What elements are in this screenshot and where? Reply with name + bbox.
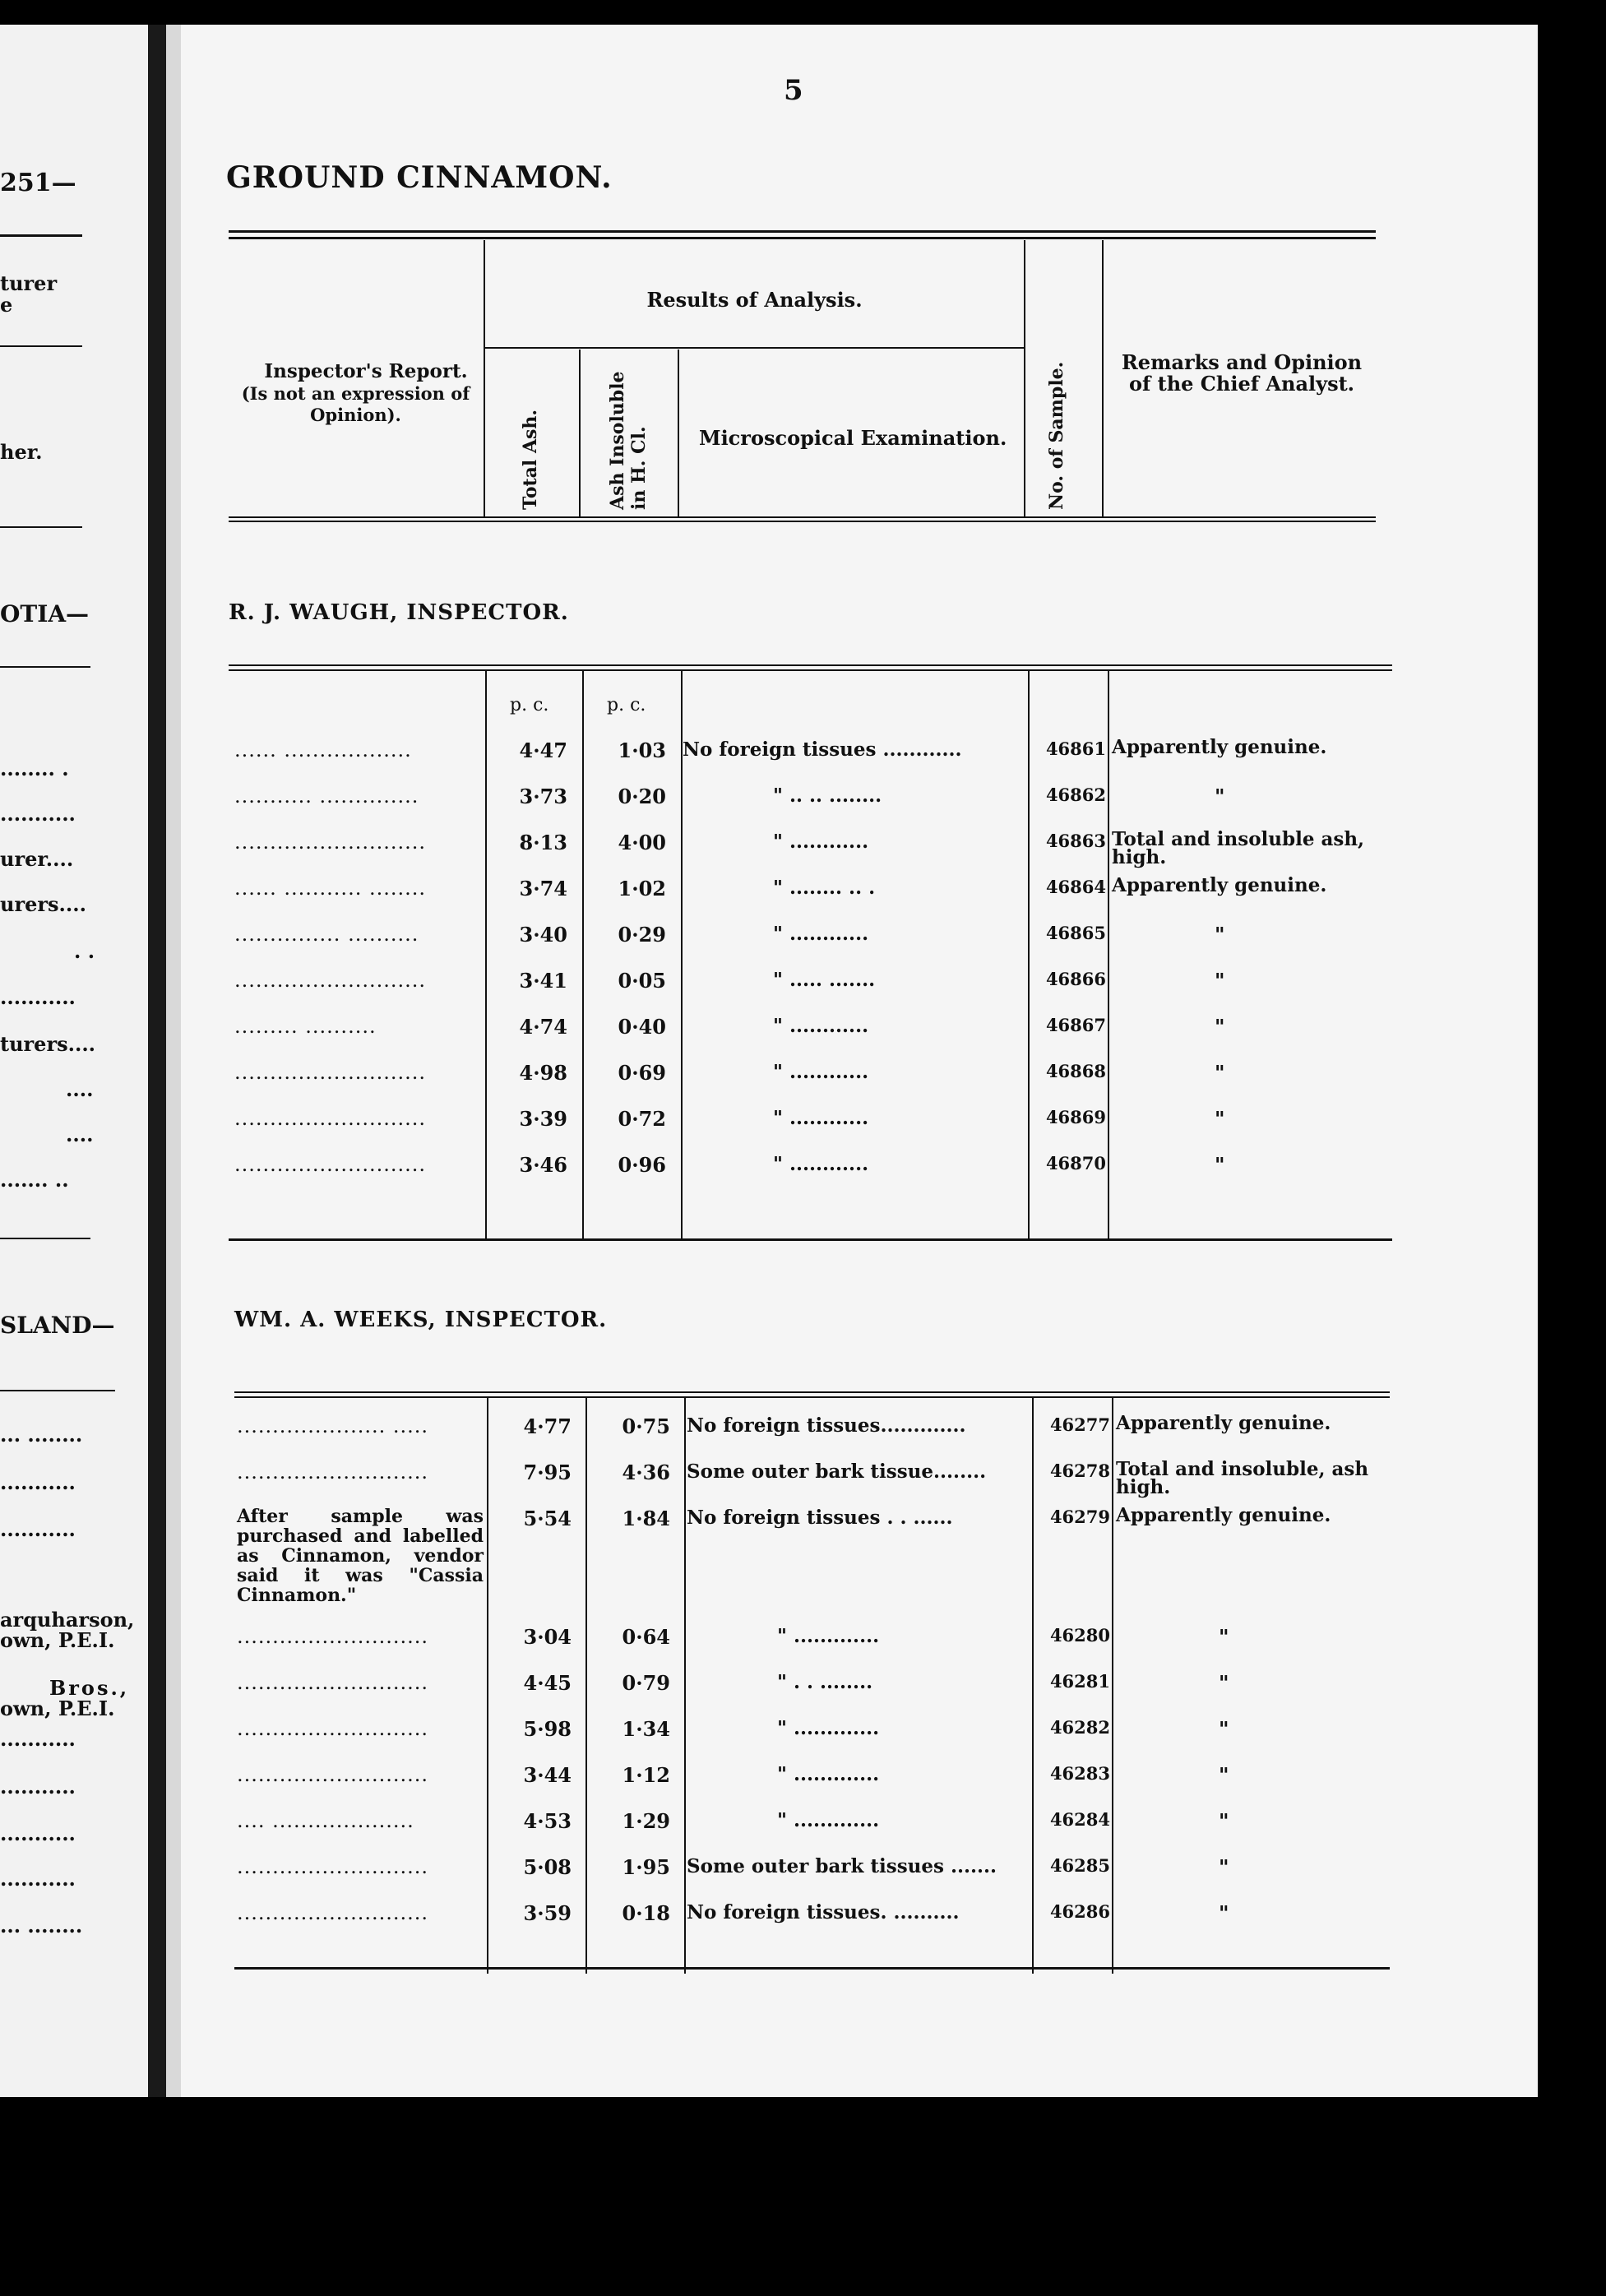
left-page-text: turer [0, 271, 58, 295]
left-page-text: ........... [0, 1775, 76, 1798]
microscopical-cell: " ............ [773, 831, 869, 853]
inspector-report-cell: ........................... [234, 831, 426, 854]
total-ash-cell: 4·77 [523, 1414, 572, 1438]
ash-insoluble-cell: 0·69 [618, 1061, 666, 1085]
sample-number-cell: 46867 [1045, 1015, 1106, 1035]
inspector-report-note: (Is not an expression of Opinion). [241, 383, 470, 425]
ash-insoluble-cell: 0·20 [618, 785, 666, 808]
sample-number-cell: 46869 [1045, 1107, 1106, 1127]
microscopical-cell: No foreign tissues ............ [683, 738, 962, 761]
page-edge [166, 25, 181, 2097]
microscopical-cell: No foreign tissues . . ...... [687, 1507, 953, 1529]
microscopical-header: Microscopical Examination. [699, 426, 1007, 450]
total-ash-cell: 7·95 [523, 1460, 572, 1484]
inspector-report-cell: .... .................... [237, 1809, 414, 1832]
sample-number-cell: 46284 [1049, 1809, 1110, 1830]
page-number: 5 [784, 74, 803, 107]
microscopical-cell: " ............. [777, 1809, 880, 1831]
sample-number-cell: 46870 [1045, 1153, 1106, 1173]
left-page-text: Bros., [49, 1676, 130, 1700]
ash-insoluble-cell: 1·29 [622, 1809, 670, 1833]
inspector-report-cell: ........................... [237, 1717, 428, 1740]
left-page-text: ........... [0, 1727, 76, 1751]
microscopical-cell: " ............ [773, 1107, 869, 1129]
left-page-text: .... [66, 1123, 94, 1146]
ash-insoluble-cell: 0·79 [622, 1671, 670, 1695]
remark-cell: " [1219, 1625, 1229, 1649]
remark-cell: Apparently genuine. [1116, 1412, 1331, 1434]
book-gutter [148, 25, 166, 2097]
results-of-analysis-header: Results of Analysis. [646, 288, 863, 312]
ash-insoluble-cell: 0·64 [622, 1625, 670, 1649]
total-ash-cell: 3·73 [519, 785, 567, 808]
page-title: GROUND CINNAMON. [226, 160, 613, 195]
remark-cell: " [1215, 969, 1225, 993]
left-page-text: e [0, 293, 13, 317]
section-inspector-waugh: R. J. WAUGH, INSPECTOR. [229, 600, 569, 625]
remark-cell: Apparently genuine. [1112, 874, 1327, 896]
left-page-text: ........... [0, 1867, 76, 1891]
unit-total-ash: p. c. [510, 695, 549, 715]
sample-number-cell: 46278 [1049, 1460, 1110, 1481]
inspector-report-cell: ...... .................. [234, 738, 412, 761]
microscopical-cell: No foreign tissues. .......... [687, 1901, 960, 1923]
ash-insoluble-cell: 1·84 [622, 1507, 670, 1530]
ash-insoluble-cell: 0·75 [622, 1414, 670, 1438]
remark-cell: " [1215, 1015, 1225, 1039]
total-ash-cell: 4·98 [519, 1061, 567, 1085]
remark-cell: " [1219, 1809, 1229, 1833]
left-page-text: ........... [0, 1822, 76, 1845]
ash-insoluble-cell: 1·02 [618, 877, 666, 900]
microscopical-cell: " ........ .. . [773, 877, 876, 899]
ash-insoluble-cell: 1·03 [618, 738, 666, 762]
sample-number-cell: 46281 [1049, 1671, 1110, 1692]
left-page-text: ........ . [0, 757, 69, 780]
total-ash-cell: 3·46 [519, 1153, 567, 1177]
inspector-report-cell: ..................... ..... [237, 1414, 428, 1437]
total-ash-cell: 5·98 [523, 1717, 572, 1741]
ash-insoluble-cell: 4·36 [622, 1460, 670, 1484]
microscopical-cell: " ............ [773, 1015, 869, 1037]
left-page-text: 251— [0, 169, 76, 197]
microscopical-cell: " . . ........ [777, 1671, 873, 1693]
remark-cell: Total and insoluble, ash high. [1116, 1458, 1369, 1498]
section-inspector-weeks: WM. A. WEEKS, INSPECTOR. [234, 1308, 608, 1332]
remark-cell: " [1219, 1901, 1229, 1925]
microscopical-cell: No foreign tissues............. [687, 1414, 966, 1437]
inspector-report-header: Inspector's Report. [264, 360, 468, 382]
left-page-text: . . [74, 939, 95, 963]
remark-cell: " [1219, 1763, 1229, 1787]
inspector-report-cell: ........................... [237, 1460, 428, 1484]
left-page-text: SLAND— [0, 1312, 115, 1339]
ash-insoluble-cell: 0·29 [618, 923, 666, 947]
inspector-report-cell: ........... .............. [234, 785, 419, 808]
left-page-text: ........... [0, 1517, 76, 1541]
ash-insoluble-cell: 0·40 [618, 1015, 666, 1039]
remark-cell: " [1215, 785, 1225, 808]
inspector-report-cell: ........................... [234, 1153, 426, 1176]
sample-number-cell: 46279 [1049, 1507, 1110, 1527]
remarks-header: Remarks and Opinion of the Chief Analyst. [1121, 350, 1363, 396]
total-ash-cell: 3·44 [523, 1763, 572, 1787]
left-page-text: urers.... [0, 892, 86, 916]
left-page-text: own, P.E.I. [0, 1697, 115, 1720]
left-page-text: ........... [0, 985, 76, 1009]
sample-number-cell: 46865 [1045, 923, 1106, 943]
microscopical-cell: " .. .. ........ [773, 785, 882, 807]
remark-cell: " [1215, 1061, 1225, 1085]
left-page-text: urer.... [0, 847, 74, 871]
sample-number-cell: 46277 [1049, 1414, 1110, 1435]
remark-cell: " [1215, 1107, 1225, 1131]
inspector-report-cell: ........................... [234, 1107, 426, 1130]
remark-cell: " [1219, 1855, 1229, 1879]
left-page-text: own, P.E.I. [0, 1628, 115, 1652]
total-ash-header: Total Ash. [520, 409, 541, 510]
ash-insoluble-cell: 0·05 [618, 969, 666, 993]
total-ash-cell: 8·13 [519, 831, 567, 854]
inspector-report-cell: ........................... [234, 1061, 426, 1084]
remark-cell: " [1219, 1717, 1229, 1741]
left-page-text: OTIA— [0, 600, 90, 627]
inspector-report-cell: ............... .......... [234, 923, 419, 946]
sample-number-cell: 46283 [1049, 1763, 1110, 1784]
microscopical-cell: Some outer bark tissues ....... [687, 1855, 997, 1877]
microscopical-cell: " ............ [773, 1153, 869, 1175]
left-page-text: ... ........ [0, 1914, 83, 1937]
sample-number-cell: 46864 [1045, 877, 1106, 897]
microscopical-cell: " ............. [777, 1763, 880, 1785]
microscopical-cell: Some outer bark tissue........ [687, 1460, 987, 1483]
microscopical-cell: " ............. [777, 1625, 880, 1647]
sample-number-cell: 46866 [1045, 969, 1106, 989]
ash-insoluble-cell: 0·18 [622, 1901, 670, 1925]
inspector-report-cell: ........................... [234, 969, 426, 992]
microscopical-cell: " ............ [773, 1061, 869, 1083]
left-page-text: ....... .. [0, 1168, 69, 1192]
microscopical-cell: " ............ [773, 923, 869, 945]
sample-number-cell: 46285 [1049, 1855, 1110, 1876]
left-page-text: .... [66, 1077, 94, 1101]
microscopical-cell: " ............. [777, 1717, 880, 1739]
sample-number-header: No. of Sample. [1046, 361, 1067, 510]
sample-number-cell: 46862 [1045, 785, 1106, 805]
total-ash-cell: 3·41 [519, 969, 567, 993]
total-ash-cell: 5·54 [523, 1507, 572, 1530]
sample-number-cell: 46861 [1045, 738, 1106, 759]
total-ash-cell: 3·74 [519, 877, 567, 900]
total-ash-cell: 3·59 [523, 1901, 572, 1925]
microscopical-cell: " ..... ....... [773, 969, 876, 991]
sample-number-cell: 46280 [1049, 1625, 1110, 1646]
inspector-report-cell: ........................... [237, 1763, 428, 1786]
total-ash-cell: 4·45 [523, 1671, 572, 1695]
total-ash-cell: 4·74 [519, 1015, 567, 1039]
remark-cell: Total and insoluble ash, high. [1112, 828, 1365, 868]
sample-number-cell: 46286 [1049, 1901, 1110, 1922]
inspector-report-cell: ........................... [237, 1901, 428, 1924]
inspector-report-cell: ...... ........... ........ [234, 877, 426, 900]
left-page-fragment [0, 25, 148, 2097]
unit-ash-insoluble: p. c. [607, 695, 646, 715]
left-page-text: turers.... [0, 1032, 96, 1056]
sample-number-cell: 46863 [1045, 831, 1106, 851]
left-page-text: her. [0, 440, 43, 464]
inspector-report-cell: ........................... [237, 1855, 428, 1878]
ash-insoluble-cell: 1·12 [622, 1763, 670, 1787]
sample-number-cell: 46868 [1045, 1061, 1106, 1081]
ash-insoluble-cell: 1·34 [622, 1717, 670, 1741]
total-ash-cell: 4·53 [523, 1809, 572, 1833]
remark-cell: " [1215, 1153, 1225, 1177]
inspector-report-cell: After sample was purchased and labelled as Cinnamon, vendor said it was "Cassia Cinnamon." [237, 1506, 484, 1606]
total-ash-cell: 3·40 [519, 923, 567, 947]
ash-insoluble-cell: 0·96 [618, 1153, 666, 1177]
remark-cell: " [1219, 1671, 1229, 1695]
document-page [181, 25, 1538, 2097]
ash-insoluble-cell: 4·00 [618, 831, 666, 854]
left-page-text: ........... [0, 802, 76, 826]
inspector-report-cell: ........................... [237, 1625, 428, 1648]
ash-insoluble-cell: 1·95 [622, 1855, 670, 1879]
inspector-report-cell: ........................... [237, 1671, 428, 1694]
total-ash-cell: 5·08 [523, 1855, 572, 1879]
remark-cell: " [1215, 923, 1225, 947]
left-page-text: ... ........ [0, 1423, 83, 1447]
inspector-report-cell: ......... .......... [234, 1015, 377, 1038]
left-page-text: arquharson, [0, 1608, 135, 1632]
left-page-text: ........... [0, 1470, 76, 1494]
ash-insoluble-cell: 0·72 [618, 1107, 666, 1131]
total-ash-cell: 3·39 [519, 1107, 567, 1131]
total-ash-cell: 4·47 [519, 738, 567, 762]
ash-insoluble-header: Ash Insoluble in H. Cl. [607, 371, 650, 510]
remark-cell: Apparently genuine. [1116, 1504, 1331, 1526]
sample-number-cell: 46282 [1049, 1717, 1110, 1738]
remark-cell: Apparently genuine. [1112, 736, 1327, 758]
total-ash-cell: 3·04 [523, 1625, 572, 1649]
